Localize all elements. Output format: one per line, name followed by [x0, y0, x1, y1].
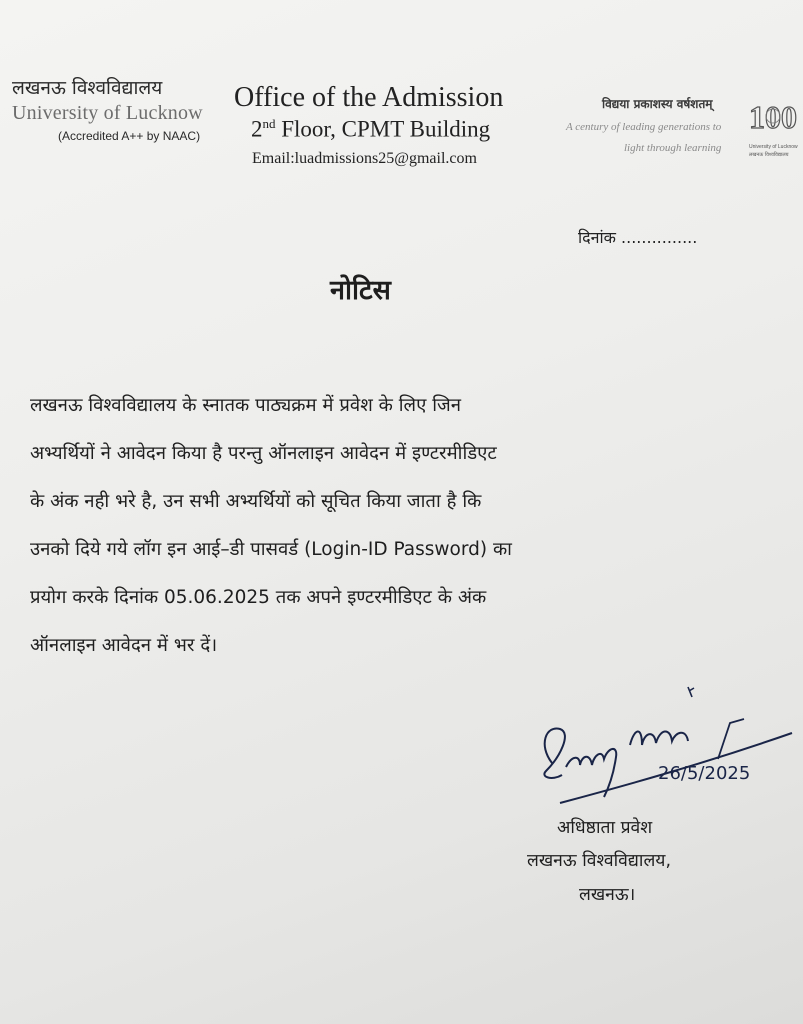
office-email: Email:luadmissions25@gmail.com [252, 150, 477, 167]
centenary-logo-number: 100 [749, 99, 797, 135]
floor-ordinal-suffix: nd [262, 116, 276, 131]
body-line: ऑनलाइन आवेदन में भर दें। [30, 635, 218, 656]
body-line: लखनऊ विश्वविद्यालय के स्नातक पाठ्यक्रम में प्रवेश के लिए जिन [30, 395, 461, 416]
date-label: दिनांक [578, 228, 616, 247]
centenary-motto: विद्यया प्रकाशस्य वर्षशतम् [602, 97, 713, 111]
signature-name: Pankaj Nain [570, 802, 620, 811]
centenary-logo [743, 96, 803, 176]
signature-date: 26/5/2025 [658, 763, 751, 784]
centenary-tagline-1: A century of leading generations to [566, 121, 722, 133]
handwritten-signature [530, 685, 800, 815]
university-name-english: University of Lucknow [12, 102, 203, 124]
body-line: अभ्यर्थियों ने आवेदन किया है परन्तु ऑनलाइन आवेदन में इण्टरमीडिएट [30, 443, 497, 464]
centenary-logo-caption-1: University of Lucknow [749, 144, 798, 150]
floor-number: 2 [251, 116, 263, 142]
signatory-institution: लखनऊ विश्वविद्यालय, [527, 851, 672, 871]
body-line: के अंक नही भरे है, उन सभी अभ्यर्थियों को सूचित किया जाता है कि [30, 491, 482, 512]
signatory-city: लखनऊ। [579, 885, 636, 905]
office-address [251, 116, 490, 143]
signatory-designation: अधिष्ठाता प्रवेश [557, 818, 653, 838]
accreditation-text: (Accredited A++ by NAAC) [58, 129, 201, 143]
centenary-logo-caption-2: लखनऊ विश्वविद्यालय [749, 152, 789, 158]
university-name-hindi: लखनऊ विश्वविद्यालय [12, 77, 163, 99]
body-line: उनको दिये गये लॉग इन आई–डी पासवर्ड (Login-ID Password) का [30, 539, 512, 560]
date-blank: ............... [621, 228, 698, 247]
notice-heading: नोटिस [330, 275, 391, 306]
centenary-tagline-2: light through learning [624, 142, 722, 154]
date-field [578, 226, 697, 248]
body-line: प्रयोग करके दिनांक 05.06.2025 तक अपने इण्टरमीडिएट के अंक [30, 587, 487, 608]
office-title: Office of the Admission [234, 82, 504, 113]
building-name: Floor, CPMT Building [275, 116, 491, 142]
